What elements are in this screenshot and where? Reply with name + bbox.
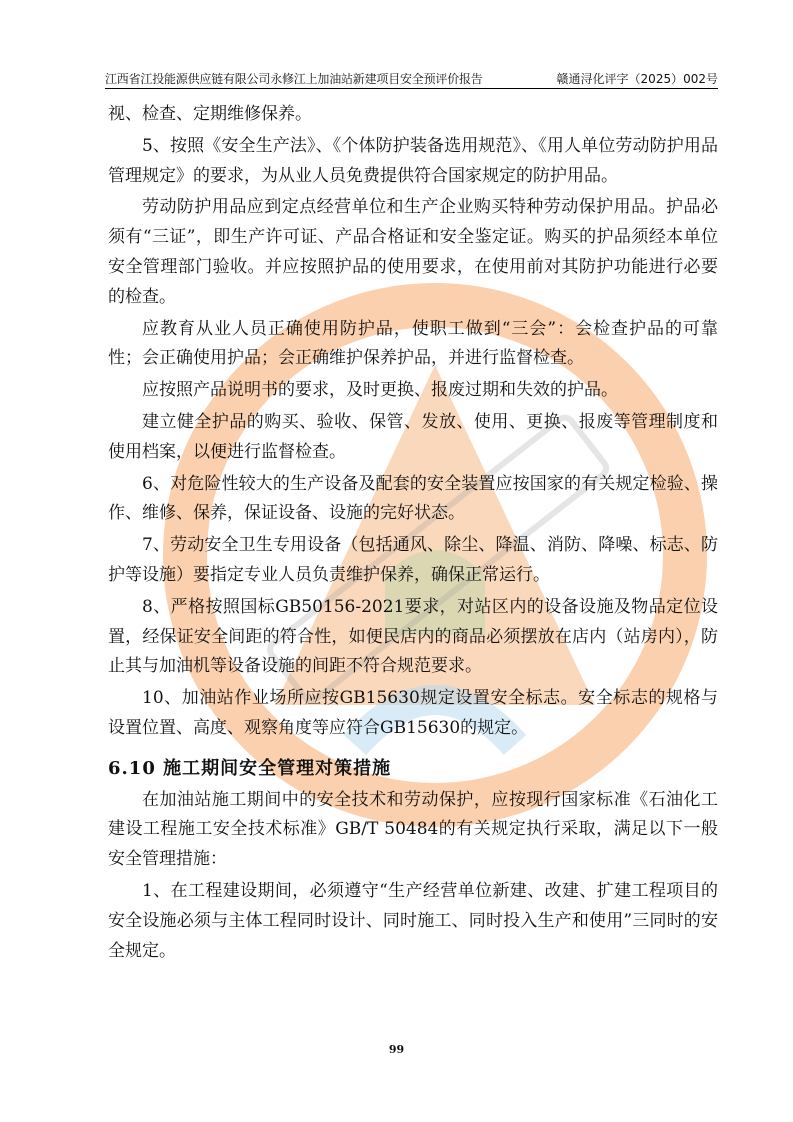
header-report-number: 赣通浔化评字（2025）002号 <box>556 72 718 86</box>
header-rule <box>105 88 718 89</box>
document-body <box>108 100 718 966</box>
page-number: 99 <box>388 1043 405 1056</box>
paragraph-ppe-purchase: 劳动防护用品应到定点经营单位和生产企业购买特种劳动保护用品。护品必须有“三证”，即生产许可证、产品合格证和安全鉴定证。购买的护品须经本单位安全管理部门验收。并应按照护品的使用要求，在使用前对其防护功能进行必要的检查。 <box>108 197 718 307</box>
header-report-title: 江西省江投能源供应链有限公司永修江上加油站新建项目安全预评价报告 <box>105 72 483 86</box>
paragraph-ppe-education: 应教育从业人员正确使用防护品，使职工做到“三会”：会检查护品的可靠性；会正确使用护品；会正确维护保养护品，并进行监督检查。 <box>108 318 718 369</box>
paragraph-item-8: 8、严格按照国标GB50156-2021要求，对站区内的设备设施及物品定位设置，经保证安全间距的符合性，如便民店内的商品必须摆放在店内（站房内），防止其与加油机等设备设施的间距不符合规范要求。 <box>108 596 718 677</box>
paragraph-item-7: 7、劳动安全卫生专用设备（包括通风、除尘、降温、消防、降噪、标志、防护等设施）要指定专业人员负责维护保养，确保正常运行。 <box>108 535 718 585</box>
paragraph-item-6: 6、对危险性较大的生产设备及配套的安全装置应按国家的有关规定检验、操作、维修、保养，保证设备、设施的完好状态。 <box>108 473 718 524</box>
paragraph-continued: 视、检查、定期维修保养。 <box>108 104 312 124</box>
paragraph-ppe-records: 建立健全护品的购买、验收、保管、发放、使用、更换、报废等管理制度和使用档案，以便进行监督检查。 <box>108 411 718 462</box>
paragraph-ppe-replacement: 应按照产品说明书的要求，及时更换、报废过期和失效的护品。 <box>142 380 618 401</box>
paragraph-item-5: 5、按照《安全生产法》、《个体防护装备选用规范》、《用人单位劳动防护用品管理规定》的要求，为从业人员免费提供符合国家规定的防护用品。 <box>108 135 718 186</box>
page-header <box>105 68 718 88</box>
paragraph-construction-item-1: 1、在工程建设期间，必须遵守“生产经营单位新建、改建、扩建工程项目的安全设施必须与主体工程同时设计、同时施工、同时投入生产和使用”三同时的安全规定。 <box>108 880 718 961</box>
paragraph-item-10: 10、加油站作业场所应按GB15630规定设置安全标志。安全标志的规格与设置位置、高度、观察角度等应符合GB15630的规定。 <box>108 688 718 738</box>
paragraph-construction-intro: 在加油站施工期间中的安全技术和劳动保护，应按现行国家标准《石油化工建设工程施工安全技术标准》GB/T 50484的有关规定执行采取，满足以下一般安全管理措施： <box>108 789 718 870</box>
section-heading: 6.10 施工期间安全管理对策措施 <box>108 757 392 779</box>
